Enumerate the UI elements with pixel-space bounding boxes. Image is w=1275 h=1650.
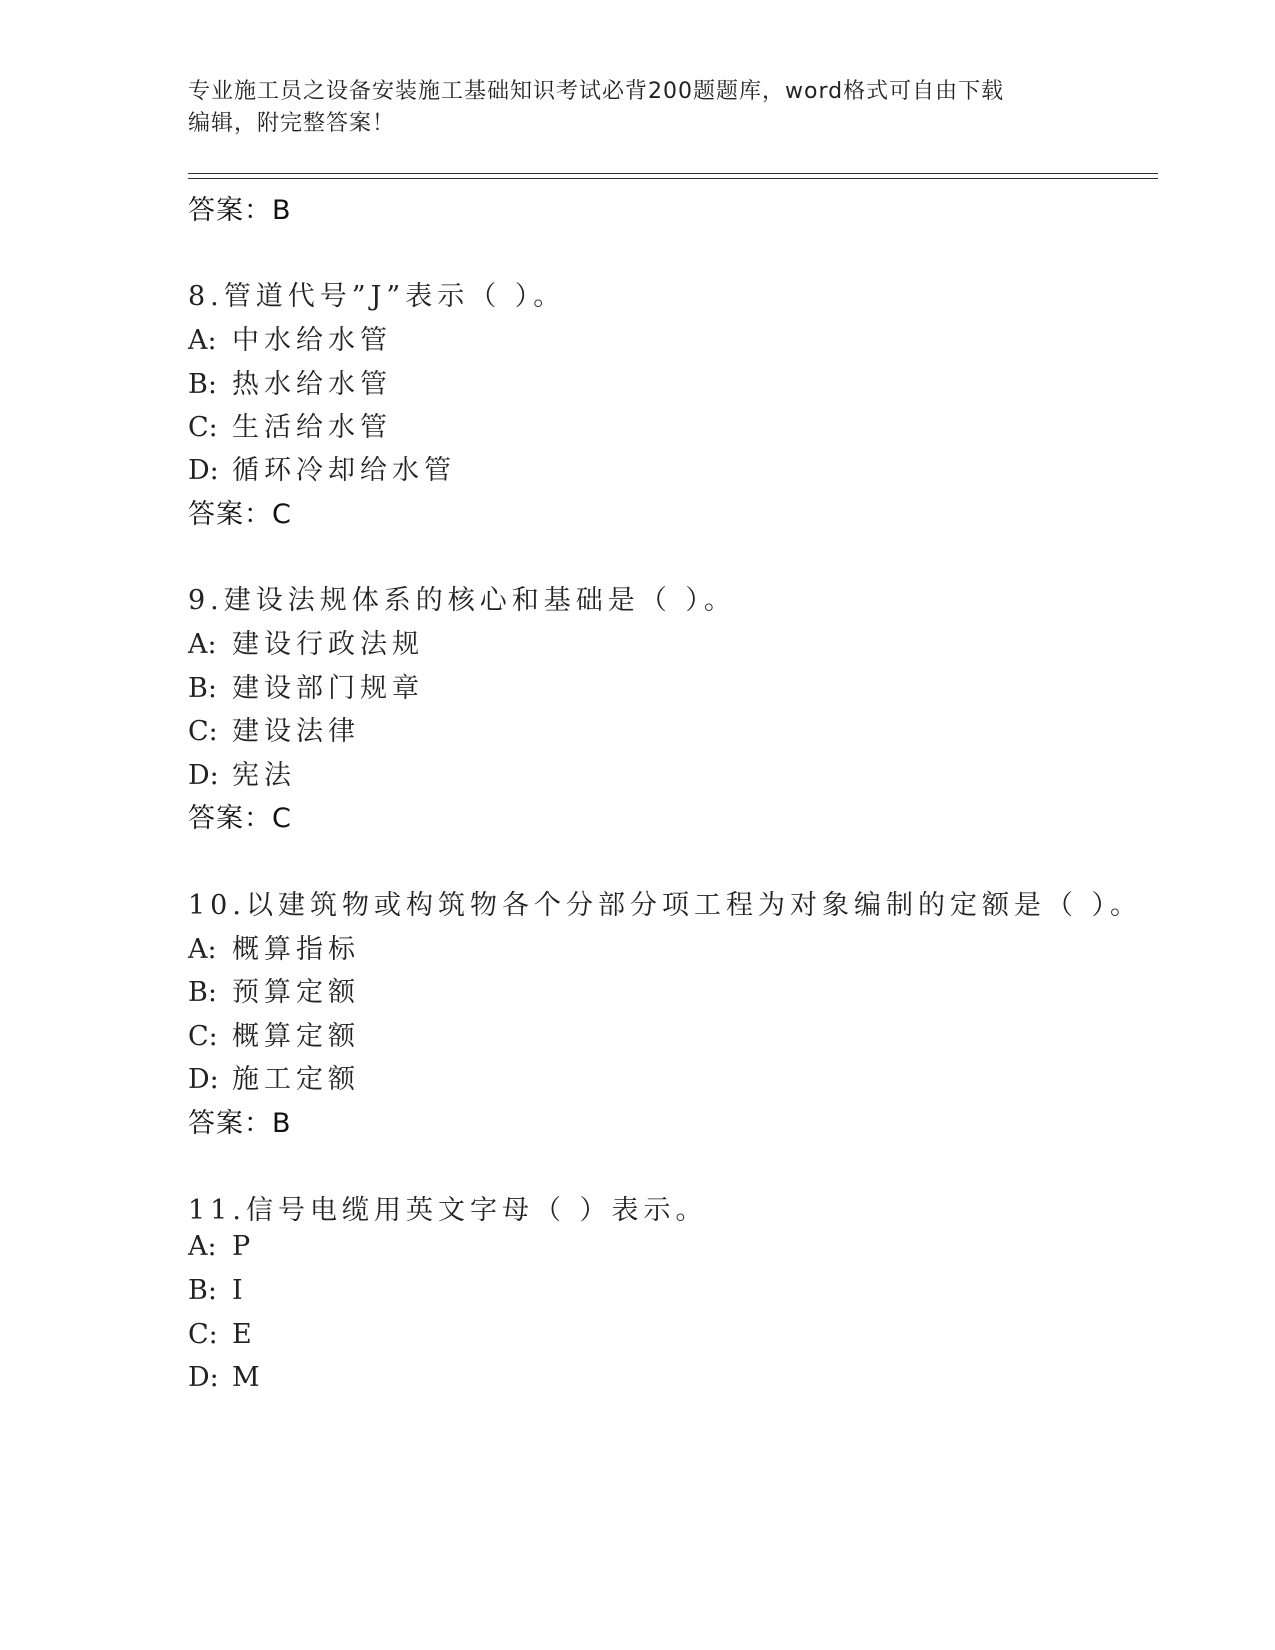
question-8-option-a	[188, 318, 392, 357]
header-title-line-2: 编辑，附完整答案！	[188, 111, 396, 136]
question-10-answer: 答案：B	[188, 1108, 292, 1139]
header-divider-bottom	[188, 178, 1158, 179]
option-letter: A:	[188, 325, 217, 356]
option-text: M	[232, 1362, 265, 1393]
question-8-option-c	[188, 405, 392, 444]
option-text: 概算指标	[232, 934, 360, 965]
option-letter: A:	[188, 1231, 217, 1262]
question-9-option-d	[188, 753, 296, 792]
option-text: 循环冷却给水管	[232, 455, 456, 486]
question-9-option-a	[188, 622, 424, 661]
question-11-option-b	[188, 1275, 248, 1306]
option-text: 中水给水管	[232, 325, 392, 356]
option-letter: B:	[188, 977, 217, 1008]
option-letter: A:	[188, 629, 217, 660]
option-letter: B:	[188, 369, 217, 400]
question-10-option-c	[188, 1014, 360, 1053]
question-8-text: 8.管道代号”J”表示（ ）。	[188, 281, 566, 312]
question-11-option-d	[188, 1362, 265, 1393]
option-letter: C:	[188, 1319, 218, 1350]
option-letter: D:	[188, 760, 219, 791]
option-letter: C:	[188, 1021, 218, 1052]
question-9-option-b	[188, 666, 424, 705]
option-letter: D:	[188, 1362, 219, 1393]
option-text: 建设部门规章	[232, 673, 424, 704]
question-8-option-b	[188, 362, 392, 401]
option-letter: B:	[188, 1275, 217, 1306]
option-text: 概算定额	[232, 1021, 360, 1052]
question-10-option-d	[188, 1057, 360, 1096]
question-10-option-a	[188, 927, 360, 966]
option-letter: A:	[188, 934, 217, 965]
option-text: 宪法	[232, 760, 296, 791]
question-9-text: 9.建设法规体系的核心和基础是（ ）。	[188, 585, 736, 616]
question-10-text: 10.以建筑物或构筑物各个分部分项工程为对象编制的定额是（ ）。	[188, 890, 1143, 921]
option-letter: D:	[188, 1064, 219, 1095]
header-divider-top	[188, 173, 1158, 174]
option-text: 施工定额	[232, 1064, 360, 1095]
question-9-option-c	[188, 709, 360, 748]
question-11-option-a	[188, 1231, 255, 1262]
option-text: 建设法律	[232, 716, 360, 747]
previous-answer: 答案：B	[188, 195, 292, 226]
option-letter: B:	[188, 673, 217, 704]
option-text: I	[232, 1275, 248, 1306]
question-8-option-d	[188, 448, 456, 487]
option-letter: D:	[188, 455, 219, 486]
option-text: 生活给水管	[232, 412, 392, 443]
option-letter: C:	[188, 716, 218, 747]
question-8-answer: 答案：C	[188, 499, 292, 530]
header-title-line-1: 专业施工员之设备安装施工基础知识考试必背200题题库，word格式可自由下载	[188, 79, 1005, 104]
option-text: 建设行政法规	[232, 629, 424, 660]
option-text: 预算定额	[232, 977, 360, 1008]
option-text: P	[232, 1231, 256, 1262]
option-letter: C:	[188, 412, 218, 443]
question-11-text: 11.信号电缆用英文字母（ ）表示。	[188, 1195, 708, 1226]
question-9-answer: 答案：C	[188, 803, 292, 834]
option-text: E	[232, 1319, 257, 1350]
question-11-option-c	[188, 1319, 257, 1350]
option-text: 热水给水管	[232, 369, 392, 400]
question-10-option-b	[188, 970, 360, 1009]
